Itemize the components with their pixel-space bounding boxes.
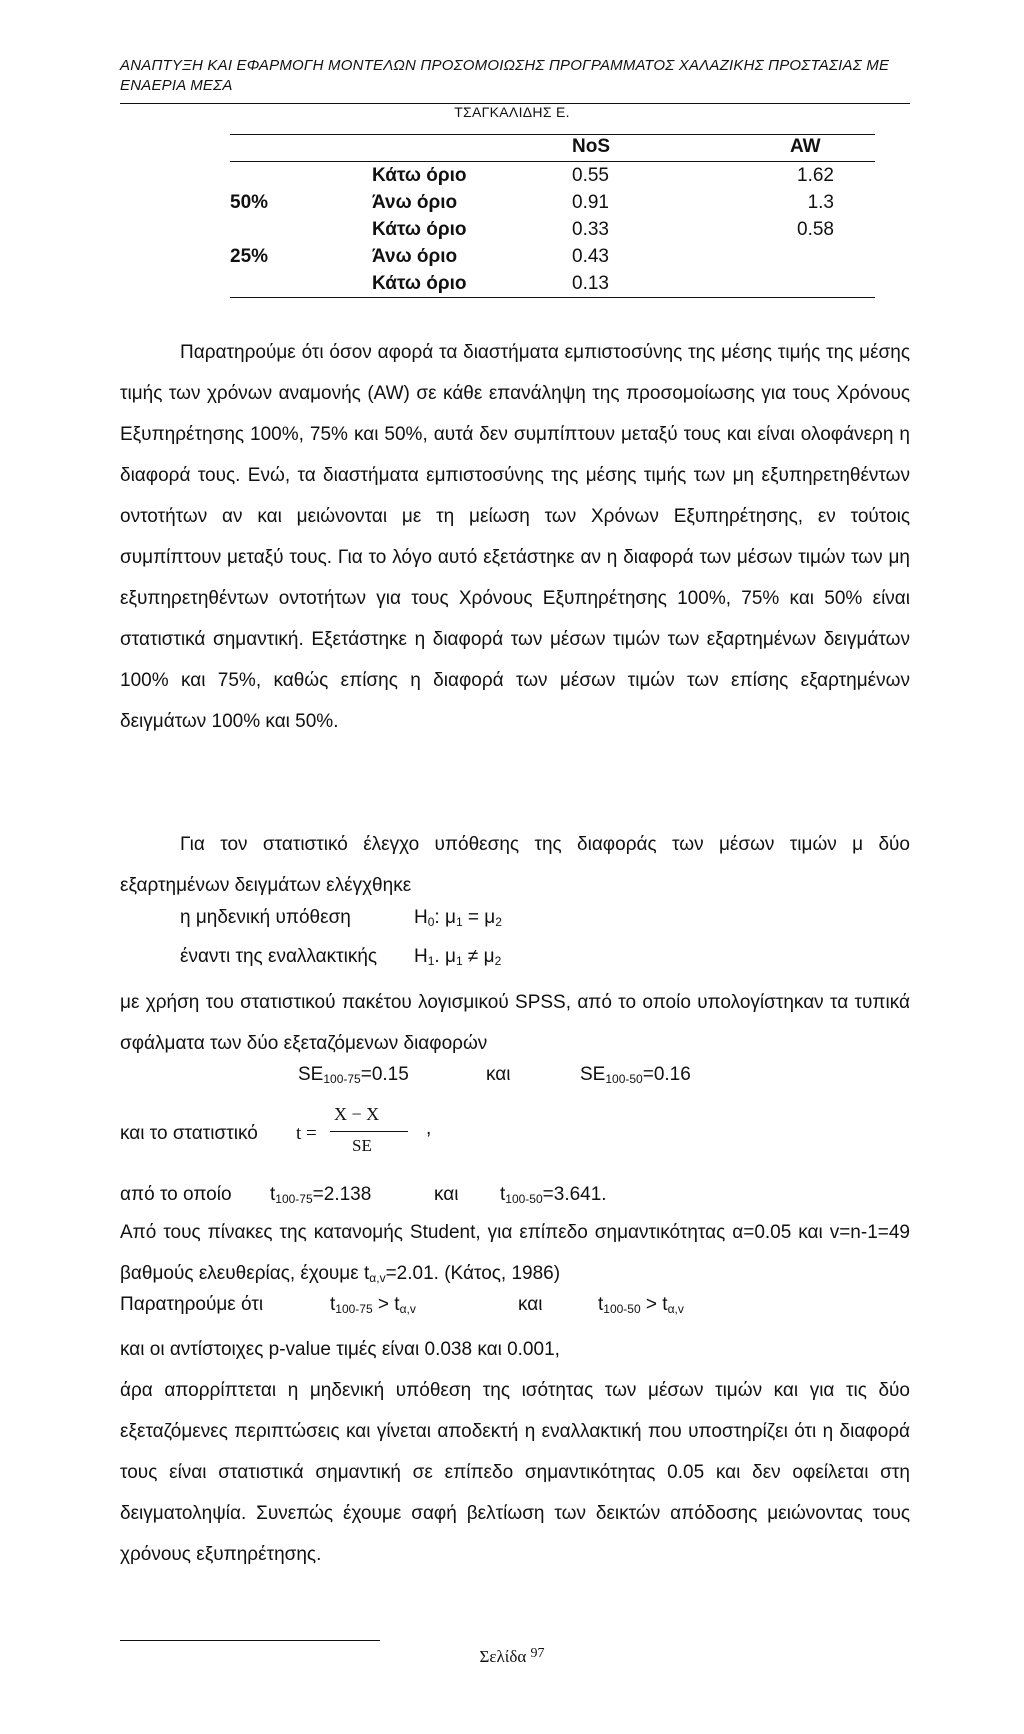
statistic-label: και το στατιστικό [120, 1123, 258, 1144]
standard-error-100-75: $SE_{100-75}=0.15$ [298, 1064, 409, 1086]
null-hypothesis-formula: $H_0$: $\mu_1 = \mu_2$ [414, 907, 502, 929]
formula-comma: , [426, 1118, 432, 1139]
observe-label: Παρατηρούμε ότι [120, 1294, 264, 1315]
running-header-author: ΤΣΑΓΚΑΛΙΔΗΣ Ε. [454, 104, 570, 120]
paragraph-hypothesis-test: Για τον στατιστικό έλεγχο υπόθεσης της διαφοράς των μέσων τιμών μ δύο εξαρτημένων δειγμάτων ελέγχθηκε [120, 834, 910, 896]
comparison-100-75: $t_{100-75} > t_{\alpha,v}$ [330, 1294, 416, 1316]
table-row-label: Κάτω όριο [372, 273, 467, 294]
table-row-label: Κάτω όριο [372, 165, 467, 186]
paragraph-student: Από τους πίνακες της κατανομής Student, για επίπεδο σημαντικότητας α=0.05 και v=n-1=49 βαθμούς ελευθερίας, έχουμε $t_{\alpha,v}=2.01$. (Κάτος, 1986) [120, 1222, 910, 1285]
paragraph-confidence-intervals: Παρατηρούμε ότι όσον αφορά τα διαστήματα εμπιστοσύνης της μέσης τιμής της μέσης τιμής των χρόνων αναμονής (AW) σε κάθε επανάληψη της προσομοίωσης για τους Χρόνους Εξυπηρέτησης 100%, 75% και 50%, αυτά δεν συμπίπτουν μεταξύ τους και είναι ολοφάνερη η διαφορά τους. Ενώ, τα διαστήματα εμπιστοσύνης της μέσης τιμής των μη εξυπηρετηθέντων οντοτήτων αν και μειώνονται με τη μείωση των Χρόνων Εξυπηρέτησης, εν τούτοις συμπίπτουν μεταξύ τους. Για το λόγο αυτό εξετάστηκε αν η διαφορά των μέσων τιμών των μη εξυπηρετηθέντων οντοτήτων για τους Χρόνους Εξυπηρέτησης 100%, 75% και 50% είναι στατιστικά σημαντική. Εξετάστηκε η διαφορά των μέσων τιμών των εξαρτημένων δειγμάτων 100% και 75%, καθώς επίσης η διαφορά των μέσων τιμών των επίσης εξαρτημένων δειγμάτων 100% και 50%. [120, 342, 910, 732]
group-label-25: 25% [230, 246, 269, 267]
t-value-100-50: $t_{100-50}=3.641$. [500, 1184, 607, 1206]
table-cell-aw: 1.3 [807, 192, 834, 213]
paragraph-conclusion: άρα απορρίπτεται η μηδενική υπόθεση της ισότητας των μέσων τιμών και για τις δύο εξεταζόμενες περιπτώσεις και γίνεται αποδεκτή η εναλλακτική που υποστηρίζει ότι η διαφορά τους είναι στατιστικά σημαντική σε επίπεδο σημαντικότητας 0.05 και δεν οφείλεται στη δειγματοληψία. Συνεπώς έχουμε σαφή βελτίωση των δεικτών απόδοσης μειώνοντας τους χρόνους εξυπηρέτησης. [120, 1380, 910, 1565]
t-value-100-75: $t_{100-75}=2.138$ [270, 1184, 372, 1206]
group-label-50: 50% [230, 192, 269, 213]
table-header-rule [230, 161, 875, 162]
table-row-label: Άνω όριο [372, 192, 458, 213]
t-equals: t = [296, 1123, 317, 1144]
table-top-rule [230, 134, 875, 135]
running-header-title: ΑΝΑΠΤΥΞΗ ΚΑΙ ΕΦΑΡΜΟΓΗ ΜΟΝΤΕΛΩΝ ΠΡΟΣΟΜΟΙΩΣΗΣ ΠΡΟΓΡΑΜΜΑΤΟΣ ΧΑΛΑΖΙΚΗΣ ΠΡΟΣΤΑΣΙΑΣ ΜΕ ΕΝΑΕΡΙΑ ΜΕΣΑ [120, 57, 890, 94]
table-row-label: Κάτω όριο [372, 219, 467, 240]
null-hypothesis-label: η μηδενική υπόθεση [180, 907, 351, 928]
table-bottom-rule [230, 297, 875, 298]
table-cell-nos: 0.33 [572, 219, 609, 240]
column-header-aw: AW [790, 136, 821, 157]
table-cell-aw: 1.62 [797, 165, 834, 186]
and-word: και [486, 1064, 511, 1085]
page-footer: Σελίδα $^{97}$ [479, 1646, 545, 1666]
fraction-numerator: X − X [334, 1104, 380, 1124]
table-row-label: Άνω όριο [372, 246, 458, 267]
footer-rule [120, 1640, 380, 1641]
table-cell-nos: 0.91 [572, 192, 609, 213]
table-cell-nos: 0.43 [572, 246, 609, 267]
and-word: και [434, 1184, 459, 1205]
from-which-label: από το οποίο [120, 1184, 232, 1205]
alt-hypothesis-formula: $H_1$. $\mu_1 \ne \mu_2$ [414, 946, 502, 968]
table-cell-nos: 0.55 [572, 165, 609, 186]
column-header-nos: NoS [572, 136, 610, 157]
table-cell-nos: 0.13 [572, 273, 609, 294]
alt-hypothesis-label: έναντι της εναλλακτικής [180, 946, 378, 967]
pvalue-line: και οι αντίστοιχες p-value τιμές είναι 0.038 και 0.001, [120, 1339, 560, 1360]
comparison-100-50: $t_{100-50} > t_{\alpha,v}$ [598, 1294, 684, 1316]
fraction-bar [330, 1131, 408, 1132]
fraction-denominator: SE [352, 1136, 372, 1155]
table-cell-aw: 0.58 [797, 219, 834, 240]
paragraph-spss: με χρήση του στατιστικού πακέτου λογισμικού SPSS, από το οποίο υπολογίστηκαν τα τυπικά σφάλματα των δύο εξεταζόμενων διαφορών [120, 992, 910, 1054]
standard-error-100-50: $SE_{100-50}=0.16$ [580, 1064, 691, 1086]
and-word: και [518, 1294, 543, 1315]
